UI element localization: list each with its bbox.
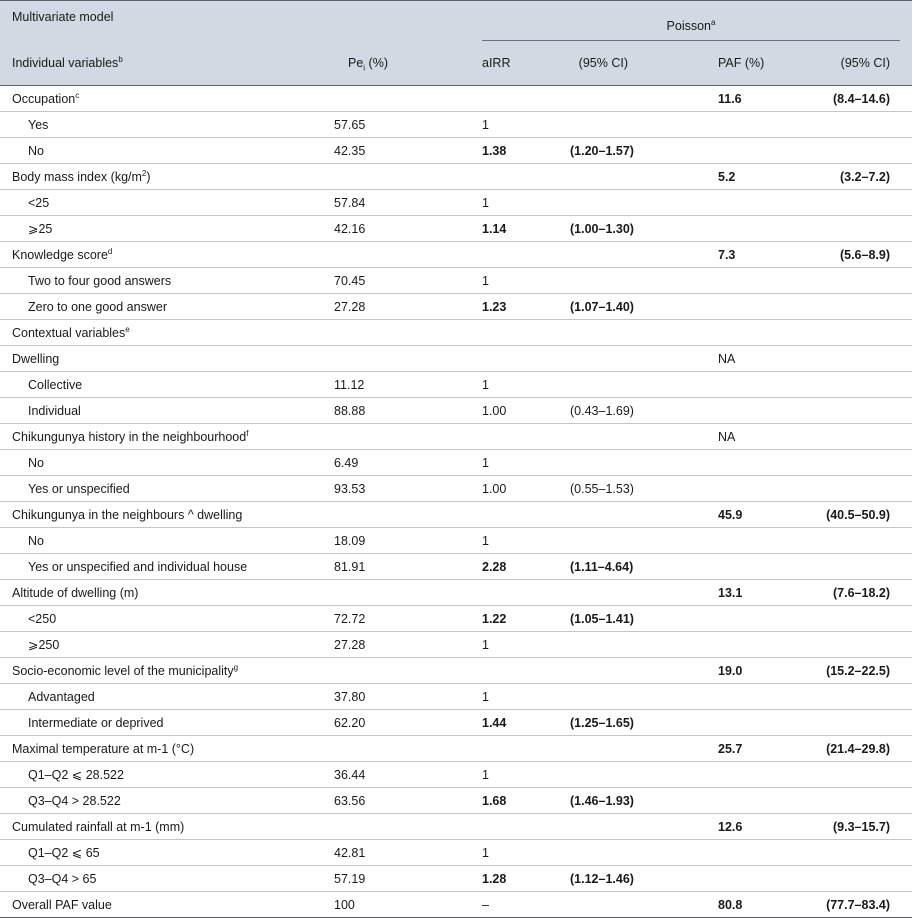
row-label: No: [0, 528, 322, 554]
row-paf-ci: [809, 840, 912, 866]
table-row: [0, 684, 912, 710]
row-label: Zero to one good answer: [0, 294, 322, 320]
header-individual-label: Individual variables$^b$: [0, 41, 322, 86]
row-paf-ci: [809, 866, 912, 892]
row-airr: 1: [470, 190, 558, 216]
row-paf: [706, 320, 809, 346]
row-airr: 1: [470, 528, 558, 554]
row-ci: (1.07–1.40): [558, 294, 706, 320]
header-pe: $Pe_i$ (%): [322, 41, 470, 86]
row-pe: 81.91: [322, 554, 470, 580]
row-pe: [322, 736, 470, 762]
row-paf-ci: [809, 216, 912, 242]
row-label: Q1–Q2 ⩽ 65: [0, 840, 322, 866]
row-paf: [706, 112, 809, 138]
row-paf-ci: [809, 606, 912, 632]
table-row: [0, 138, 912, 164]
row-label: ⩾250: [0, 632, 322, 658]
table-group-row: [0, 814, 912, 840]
row-pe: 100: [322, 892, 470, 918]
row-label: Dwelling: [0, 346, 322, 372]
row-paf: [706, 554, 809, 580]
row-airr: [470, 658, 558, 684]
row-label: Chikungunya in the neighbours ^ dwelling: [0, 502, 322, 528]
row-ci: [558, 112, 706, 138]
table-row: [0, 450, 912, 476]
table-header: [0, 1, 912, 86]
table-body: [0, 86, 912, 918]
row-ci: [558, 242, 706, 268]
row-pe: [322, 346, 470, 372]
row-label: Chikungunya history in the neighbourhood$^f$: [0, 424, 322, 450]
row-airr: [470, 580, 558, 606]
row-label: Knowledge score$^d$: [0, 242, 322, 268]
row-paf: [706, 372, 809, 398]
row-ci: (1.11–4.64): [558, 554, 706, 580]
row-airr: [470, 736, 558, 762]
row-paf-ci: [809, 450, 912, 476]
row-paf-ci: [809, 138, 912, 164]
row-airr: [470, 320, 558, 346]
row-ci: [558, 346, 706, 372]
row-label: Contextual variables$^e$: [0, 320, 322, 346]
row-paf-ci: [809, 398, 912, 424]
table-group-row: [0, 580, 912, 606]
row-label: Yes or unspecified: [0, 476, 322, 502]
row-paf-ci: (77.7–83.4): [809, 892, 912, 918]
row-pe: [322, 242, 470, 268]
row-pe: 42.16: [322, 216, 470, 242]
row-paf-ci: [809, 684, 912, 710]
row-pe: 37.80: [322, 684, 470, 710]
table-group-row: [0, 736, 912, 762]
table-group-row: [0, 242, 912, 268]
row-pe: 42.35: [322, 138, 470, 164]
row-airr: 1.23: [470, 294, 558, 320]
row-paf: 19.0: [706, 658, 809, 684]
row-paf: [706, 606, 809, 632]
table-group-row: [0, 424, 912, 450]
row-pe: [322, 580, 470, 606]
row-pe: 57.84: [322, 190, 470, 216]
row-paf-ci: [809, 762, 912, 788]
row-paf: 13.1: [706, 580, 809, 606]
row-airr: 1: [470, 372, 558, 398]
row-paf: [706, 684, 809, 710]
row-paf-ci: [809, 788, 912, 814]
table-group-row: [0, 346, 912, 372]
table-row: [0, 840, 912, 866]
row-airr: 1.14: [470, 216, 558, 242]
row-pe: 27.28: [322, 294, 470, 320]
row-ci: [558, 762, 706, 788]
row-paf: [706, 710, 809, 736]
row-pe: 27.28: [322, 632, 470, 658]
row-airr: 1: [470, 268, 558, 294]
row-ci: (1.20–1.57): [558, 138, 706, 164]
row-label: Body mass index $(kg/m^2)$: [0, 164, 322, 190]
table-group-row: [0, 658, 912, 684]
table-row: [0, 216, 912, 242]
row-paf: [706, 528, 809, 554]
table-group-row: [0, 86, 912, 112]
row-label: No: [0, 450, 322, 476]
row-paf: 45.9: [706, 502, 809, 528]
row-pe: [322, 502, 470, 528]
row-paf: [706, 762, 809, 788]
row-paf-ci: (3.2–7.2): [809, 164, 912, 190]
row-ci: (1.25–1.65): [558, 710, 706, 736]
row-airr: 1.38: [470, 138, 558, 164]
row-paf-ci: (5.6–8.9): [809, 242, 912, 268]
row-label: Intermediate or deprived: [0, 710, 322, 736]
row-ci: (1.05–1.41): [558, 606, 706, 632]
table-row: [0, 710, 912, 736]
row-paf-ci: [809, 476, 912, 502]
row-pe: [322, 658, 470, 684]
row-label: ⩾25: [0, 216, 322, 242]
row-paf-ci: [809, 710, 912, 736]
row-label: Altitude of dwelling (m): [0, 580, 322, 606]
row-pe: 11.12: [322, 372, 470, 398]
row-paf-ci: [809, 528, 912, 554]
row-airr: [470, 242, 558, 268]
row-paf-ci: [809, 346, 912, 372]
row-paf: [706, 268, 809, 294]
row-label: Individual: [0, 398, 322, 424]
row-pe: 93.53: [322, 476, 470, 502]
row-airr: [470, 502, 558, 528]
row-airr: 1.28: [470, 866, 558, 892]
row-label: Overall PAF value: [0, 892, 322, 918]
row-paf-ci: [809, 294, 912, 320]
row-airr: 1: [470, 684, 558, 710]
row-paf: 11.6: [706, 86, 809, 112]
row-paf-ci: [809, 424, 912, 450]
row-ci: [558, 658, 706, 684]
row-paf: 5.2: [706, 164, 809, 190]
row-airr: [470, 814, 558, 840]
row-ci: [558, 86, 706, 112]
row-ci: [558, 580, 706, 606]
row-label: Q3–Q4 > 28.522: [0, 788, 322, 814]
table-row: [0, 112, 912, 138]
row-paf: [706, 788, 809, 814]
table-row: [0, 372, 912, 398]
row-pe: 57.65: [322, 112, 470, 138]
table-row: [0, 762, 912, 788]
header-model-label: Multivariate model: [0, 1, 322, 42]
row-label: Maximal temperature at m-1 (°C): [0, 736, 322, 762]
row-paf: [706, 294, 809, 320]
row-pe: 70.45: [322, 268, 470, 294]
table-row: [0, 788, 912, 814]
row-paf-ci: (40.5–50.9): [809, 502, 912, 528]
row-airr: 1: [470, 762, 558, 788]
row-airr: 1.00: [470, 398, 558, 424]
row-label: No: [0, 138, 322, 164]
row-pe: [322, 424, 470, 450]
row-ci: [558, 736, 706, 762]
row-paf: [706, 450, 809, 476]
table-row: [0, 398, 912, 424]
row-paf: NA: [706, 424, 809, 450]
row-paf: [706, 216, 809, 242]
row-ci: [558, 450, 706, 476]
row-pe: 42.81: [322, 840, 470, 866]
row-airr: [470, 424, 558, 450]
header-poisson: Poisson$^a$: [470, 1, 912, 42]
row-label: Yes: [0, 112, 322, 138]
row-ci: [558, 840, 706, 866]
row-label: Socio-economic level of the municipality$^g$: [0, 658, 322, 684]
row-pe: [322, 814, 470, 840]
row-airr: 1: [470, 450, 558, 476]
row-paf-ci: (7.6–18.2): [809, 580, 912, 606]
row-paf: 7.3: [706, 242, 809, 268]
row-airr: 1: [470, 112, 558, 138]
row-paf-ci: (9.3–15.7): [809, 814, 912, 840]
row-paf: [706, 190, 809, 216]
row-pe: 63.56: [322, 788, 470, 814]
row-label: Collective: [0, 372, 322, 398]
row-ci: [558, 814, 706, 840]
row-paf: [706, 840, 809, 866]
header-ci: (95% CI): [558, 41, 706, 86]
row-label: Advantaged: [0, 684, 322, 710]
row-label: Yes or unspecified and individual house: [0, 554, 322, 580]
row-paf-ci: (15.2–22.5): [809, 658, 912, 684]
row-paf: 80.8: [706, 892, 809, 918]
table-group-row: [0, 164, 912, 190]
row-ci: [558, 892, 706, 918]
row-pe: 88.88: [322, 398, 470, 424]
row-ci: [558, 502, 706, 528]
table-group-row: [0, 502, 912, 528]
row-ci: [558, 632, 706, 658]
row-ci: (0.43–1.69): [558, 398, 706, 424]
row-paf-ci: [809, 190, 912, 216]
row-paf-ci: [809, 554, 912, 580]
row-label: <25: [0, 190, 322, 216]
row-paf-ci: [809, 320, 912, 346]
row-ci: (0.55–1.53): [558, 476, 706, 502]
row-ci: [558, 684, 706, 710]
row-ci: [558, 320, 706, 346]
row-pe: [322, 86, 470, 112]
row-airr: 1.44: [470, 710, 558, 736]
row-ci: [558, 268, 706, 294]
row-airr: 2.28: [470, 554, 558, 580]
row-paf: [706, 632, 809, 658]
row-ci: [558, 528, 706, 554]
table-group-row: [0, 320, 912, 346]
row-paf: NA: [706, 346, 809, 372]
row-label: Q3–Q4 > 65: [0, 866, 322, 892]
row-paf-ci: [809, 112, 912, 138]
row-ci: (1.46–1.93): [558, 788, 706, 814]
row-label: Occupation$^c$: [0, 86, 322, 112]
row-airr: 1.68: [470, 788, 558, 814]
row-ci: (1.12–1.46): [558, 866, 706, 892]
row-ci: [558, 190, 706, 216]
row-paf-ci: [809, 268, 912, 294]
row-paf: [706, 138, 809, 164]
row-label: Cumulated rainfall at m-1 (mm): [0, 814, 322, 840]
header-airr: aIRR: [470, 41, 558, 86]
table-group-row: [0, 892, 912, 918]
row-pe: 62.20: [322, 710, 470, 736]
row-pe: [322, 164, 470, 190]
row-pe: 18.09: [322, 528, 470, 554]
row-label: Q1–Q2 ⩽ 28.522: [0, 762, 322, 788]
table-row: [0, 606, 912, 632]
row-paf: [706, 398, 809, 424]
row-paf-ci: [809, 372, 912, 398]
header-paf-ci: (95% CI): [809, 41, 912, 86]
row-paf-ci: (8.4–14.6): [809, 86, 912, 112]
row-paf-ci: (21.4–29.8): [809, 736, 912, 762]
row-pe: 6.49: [322, 450, 470, 476]
row-ci: (1.00–1.30): [558, 216, 706, 242]
row-airr: [470, 86, 558, 112]
row-airr: 1: [470, 840, 558, 866]
row-airr: [470, 164, 558, 190]
table-row: [0, 294, 912, 320]
row-ci: [558, 424, 706, 450]
row-paf: 25.7: [706, 736, 809, 762]
row-paf: [706, 476, 809, 502]
row-airr: 1.22: [470, 606, 558, 632]
header-paf: PAF (%): [706, 41, 809, 86]
table-row: [0, 476, 912, 502]
row-pe: 36.44: [322, 762, 470, 788]
table-row: [0, 554, 912, 580]
table-row: [0, 190, 912, 216]
row-pe: 72.72: [322, 606, 470, 632]
row-paf-ci: [809, 632, 912, 658]
row-paf: [706, 866, 809, 892]
row-paf: 12.6: [706, 814, 809, 840]
table-row: [0, 866, 912, 892]
row-label: <250: [0, 606, 322, 632]
table-row: [0, 528, 912, 554]
row-ci: [558, 164, 706, 190]
row-ci: [558, 372, 706, 398]
table-row: [0, 632, 912, 658]
row-pe: [322, 320, 470, 346]
row-label: Two to four good answers: [0, 268, 322, 294]
row-airr: 1.00: [470, 476, 558, 502]
row-airr: 1: [470, 632, 558, 658]
row-pe: 57.19: [322, 866, 470, 892]
row-airr: [470, 346, 558, 372]
table-row: [0, 268, 912, 294]
row-airr: –: [470, 892, 558, 918]
